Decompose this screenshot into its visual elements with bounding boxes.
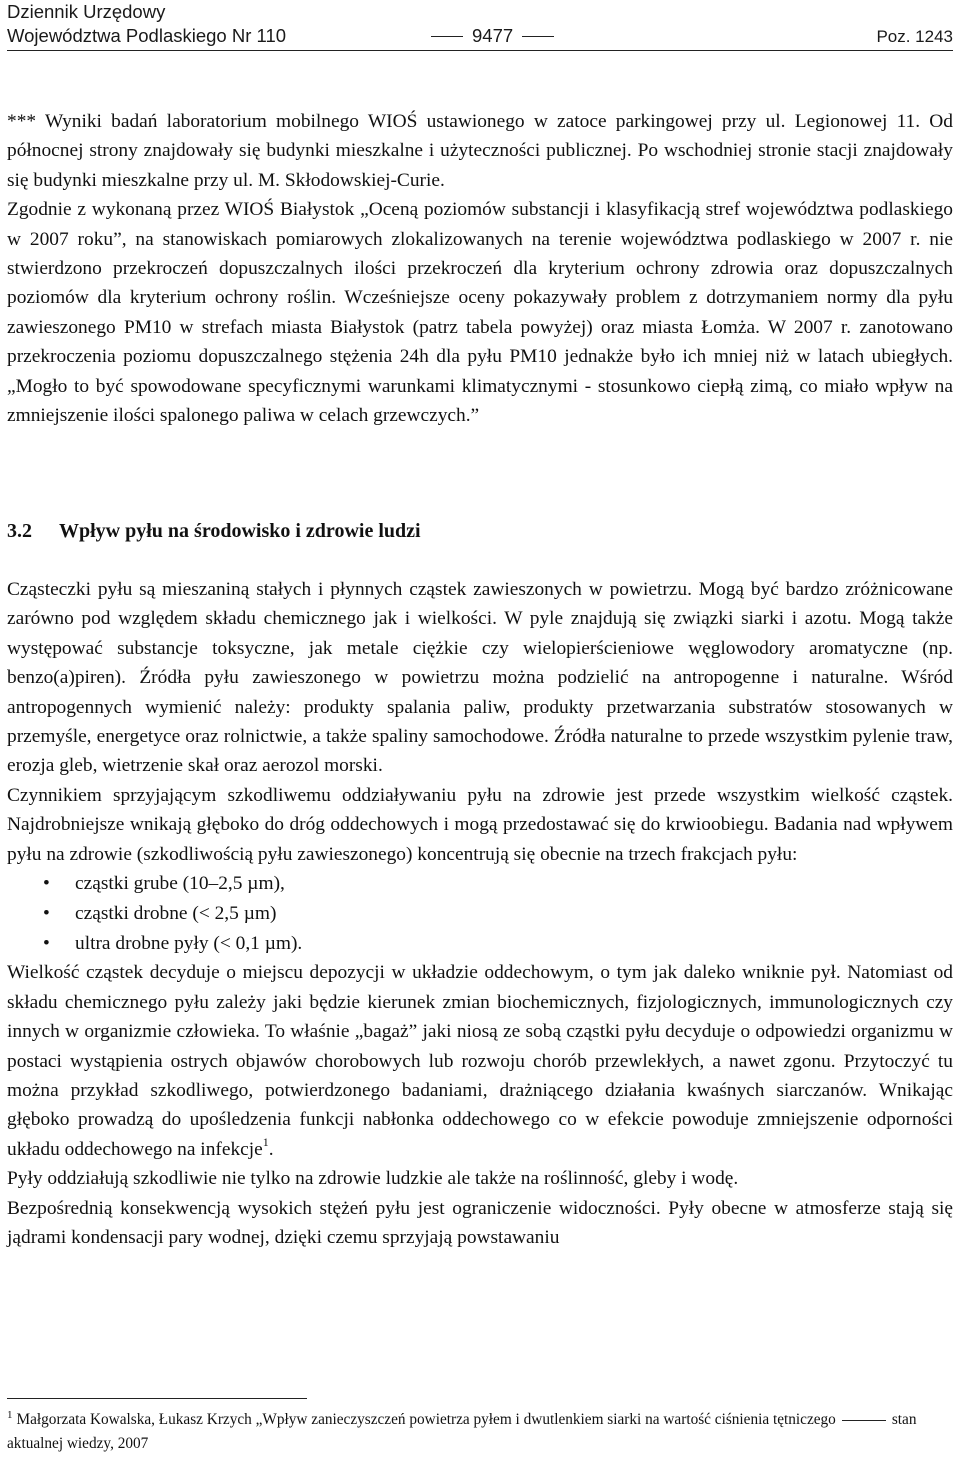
footnote-reference[interactable]: 1 — [262, 1135, 269, 1150]
page-header — [7, 0, 953, 52]
paragraph-environment: Pyły oddziałują szkodliwie nie tylko na zdrowie ludzkie ale także na roślinność, gleby i wodę. — [7, 1168, 739, 1190]
list-item-text: cząstki grube (10–2,5 µm), — [75, 873, 285, 895]
list-item-text: cząstki drobne (< 2,5 µm) — [75, 902, 277, 924]
page-number-dash-right — [522, 36, 554, 37]
footnote — [7, 1409, 953, 1455]
paragraph-assessment: Zgodnie z wykonaną przez WIOŚ Białystok „Oceną poziomów substancji i klasyfikacją stref województwa podlaskiego w 2007 roku”, na stanowiskach pomiarowych zlokalizowanych na terenie województwa podlaskiego w 2007 r. nie stwierdzono przekroczeń dopuszczalnych ilości przekroczeń dla kryterium ochrony zdrowia oraz dopuszczalnych poziomów dla kryterium ochrony roślin. Wcześniejsze oceny pokazywały problem z dotrzymaniem normy dla pyłu zawieszonego PM10 w strefach miasta Białystok (patrz tabela powyżej) oraz miasta Łomża. W 2007 r. zanotowano przekroczenia poziomu dopuszczalnego stężenia 24h dla pyłu PM10 jednakże było ich mniej niż w latach ubiegłych. „Mogło to być spowodowane specyficznymi warunkami klimatycznymi - stosunkowo ciepłą zimą, co miało wpływ na zmniejszenie ilości spalonego paliwa w celach grzewczych.” — [7, 199, 953, 427]
paragraph-deposition — [7, 958, 953, 1164]
body-text-intro — [7, 107, 953, 430]
bullet-icon: • — [43, 873, 50, 895]
list-item-text: ultra drobne pyły (< 0,1 µm). — [75, 932, 303, 954]
journal-issue: Województwa Podlaskiego Nr 110 — [7, 25, 287, 46]
header-rule — [7, 50, 953, 51]
section-number: 3.2 — [7, 520, 32, 542]
section-heading — [7, 515, 953, 547]
page-number-dash-left — [431, 36, 463, 37]
paragraph-deposition-end: . — [268, 1138, 274, 1160]
body-text-section — [7, 575, 953, 1253]
list-item — [7, 929, 953, 959]
paragraph-visibility: Bezpośrednią konsekwencją wysokich stężeń pyłu jest ograniczenie widoczności. Pyły obecne w atmosferze stają się jądrami kondensacji pary wodnej, dzięki czemu sprzyjają powstawaniu — [7, 1197, 953, 1249]
page-number — [422, 25, 563, 47]
footnote-rule — [7, 1398, 307, 1399]
paragraph-lab-note: *** Wyniki badań laboratorium mobilnego WIOŚ ustawionego w zatoce parkingowej przy ul. Legionowej 11. Od północnej strony znajdowały się budynki mieszkalne i użyteczności publicznej. Po wschodniej stronie stacji znajdowały się budynki mieszkalne przy ul. M. Skłodowskiej-Curie. — [7, 111, 953, 191]
journal-title: Dziennik Urzędowy — [7, 1, 166, 22]
footnote-text-part2: stan aktualnej wiedzy, 2007 — [7, 1411, 917, 1452]
bullet-icon: • — [43, 932, 50, 954]
list-item — [7, 899, 953, 929]
footnote-text-part1: Małgorzata Kowalska, Łukasz Krzych „Wpływ zanieczyszczeń powietrza pyłem i dwutlenkiem siarki na wartość ciśnienia tętniczego — [16, 1411, 836, 1428]
paragraph-deposition-text: Wielkość cząstek decyduje o miejscu depozycji w układzie oddechowym, o tym jak daleko wniknie pył. Natomiast od składu chemicznego pyłu zależy jaki będzie kierunek zmian biochemicznych, fizjologicznych, immunologicznych czy innych w organizmie człowieka. To właśnie „bagaż” jaki niosą ze sobą cząstki pyłu decyduje o odpowiedzi organizmu w postaci wystąpienia ostrych objawów chorobowych lub rozwoju chorób przewlekłych, a nawet zgonu. Przytoczyć tu można przykład szkodliwego, potwierdzonego badaniami, drażniącego działania kwaśnych siarczanów. Wnikając głęboko prowadzą do upośledzenia funkcji nabłonka oddechowego co w efekcie powoduje zmniejszenie odporności układu oddechowego na infekcje — [7, 962, 953, 1160]
section-title: Wpływ pyłu na środowisko i zdrowie ludzi — [59, 520, 421, 542]
paragraph-composition: Cząsteczki pyłu są mieszaniną stałych i płynnych cząstek zawieszonych w powietrzu. Mogą być bardzo zróżnicowane zarówno pod względem składu chemicznego jak i wielkości. W pyle znajdują się związki siarki i azotu. Mogą także występować substancje toksyczne, jak metale ciężkie czy wielopierścieniowe węglowodory aromatyczne (np. benzo(a)piren). Źródła pyłu zawieszonego w powietrzu można podzielić na antropogenne i naturalne. Wśród antropogennych wymienić należy: produkty spalania paliw, produkty przetwarzania substratów stosowanych w przemyśle, energetyce oraz rolnictwie, a także spaliny samochodowe. Źródła naturalne to przede wszystkim pylenie traw, erozja gleb, wietrzenie skał oraz aerozol morski. — [7, 579, 953, 777]
bullet-icon: • — [43, 902, 50, 924]
list-item — [7, 869, 953, 899]
paragraph-particle-size: Czynnikiem sprzyjającym szkodliwemu oddziaływaniu pyłu na zdrowie jest przede wszystkim wielkość cząstek. Najdrobniejsze wnikają głęboko do dróg oddechowych i mogą przedostawać się do krwioobiegu. Badania nad wpływem pyłu na zdrowie (szkodliwością pyłu zawieszonego) koncentrują się obecnie na trzech frakcjach pyłu: — [7, 784, 953, 865]
footnote-mark: 1 — [7, 1409, 13, 1421]
position-number: Poz. 1243 — [876, 27, 953, 46]
page-number-value: 9477 — [472, 25, 514, 46]
footnote-dash — [842, 1420, 886, 1421]
fractions-list — [7, 869, 953, 958]
